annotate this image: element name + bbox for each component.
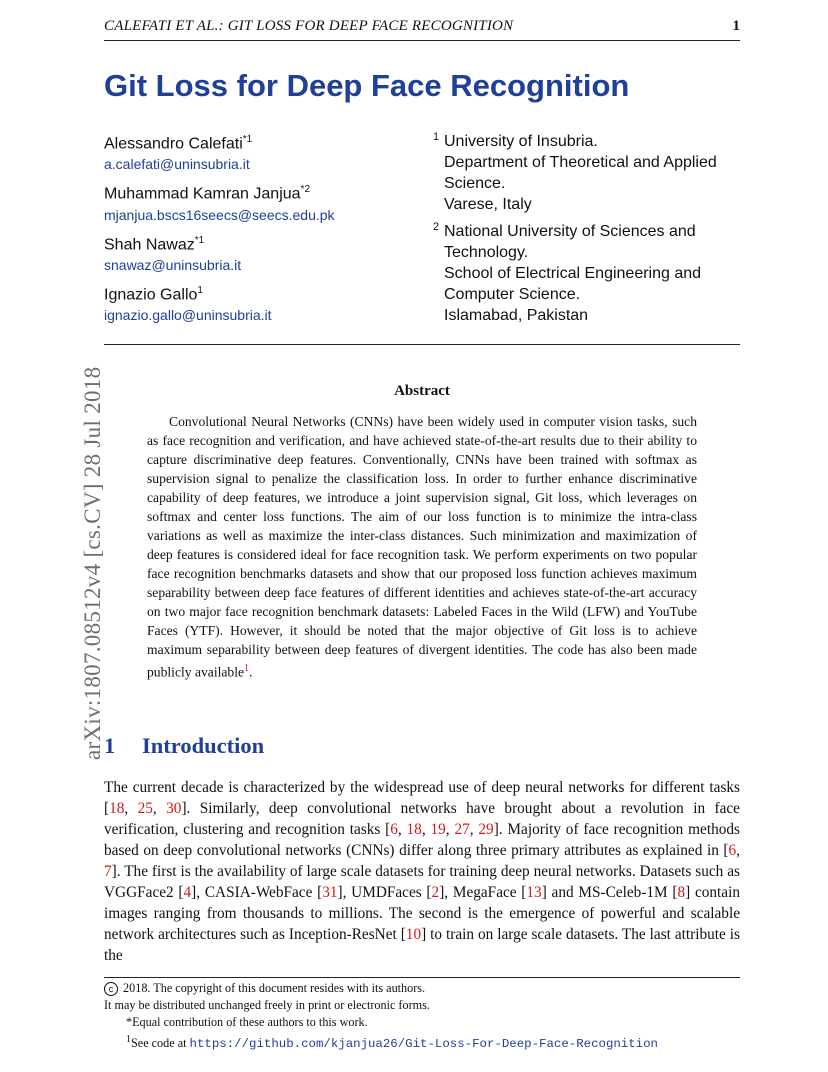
- affiliation-number: 2: [433, 221, 440, 233]
- code-footnote: [104, 1031, 764, 1053]
- citation-link[interactable]: 4: [183, 884, 192, 901]
- paragraph-text: ]. The first is the availability of large scale datasets for training deep neural networks. Datasets such as VGGFace2 [: [104, 863, 740, 901]
- introduction-paragraph: [104, 777, 740, 966]
- affiliation-number: 1: [433, 131, 440, 143]
- author-block: [104, 281, 414, 325]
- affiliation-line: Computer Science.: [444, 286, 581, 303]
- author-block: [104, 130, 414, 174]
- author-affil-mark: *2: [300, 184, 310, 196]
- paragraph-text: ,: [397, 821, 407, 838]
- citation-link[interactable]: 7: [104, 863, 112, 880]
- paragraph-text: ] and MS-Celeb-1M [: [541, 884, 678, 901]
- citation-link[interactable]: 31: [322, 884, 338, 901]
- citation-link[interactable]: 18: [109, 800, 125, 817]
- affiliation-line: Technology.: [444, 244, 529, 261]
- footnote-mark-link[interactable]: 1: [244, 663, 250, 674]
- paragraph-text: ], CASIA-WebFace [: [191, 884, 323, 901]
- author-name: Shah Nawaz: [104, 235, 195, 253]
- code-footnote-mark: 1: [126, 1034, 131, 1045]
- title-divider: [104, 344, 740, 345]
- footnotes: [104, 980, 764, 1053]
- author-affil-mark: *1: [194, 234, 205, 246]
- code-footnote-label: See code at: [131, 1036, 190, 1051]
- author-email-link[interactable]: ignazio.gallo@uninsubria.it: [104, 307, 272, 324]
- author-email-link[interactable]: mjanjua.bscs16seecs@seecs.edu.pk: [104, 206, 335, 223]
- abstract-end: .: [249, 664, 253, 680]
- affiliation-line: Varese, Italy: [444, 196, 532, 213]
- citation-link[interactable]: 2: [431, 884, 440, 901]
- affiliation-line: School of Electrical Engineering and: [444, 265, 702, 282]
- author-name: Muhammad Kamran Janjua: [104, 185, 301, 203]
- affiliation-line: Department of Theoretical and Applied: [444, 154, 717, 171]
- citation-link[interactable]: 19: [430, 821, 446, 838]
- abstract-heading: Abstract: [394, 383, 450, 399]
- paragraph-text: The current decade is characterized by the widespread use of deep neural networks for different tasks [: [104, 779, 740, 817]
- citation-link[interactable]: 13: [526, 884, 542, 901]
- section-number: 1: [104, 733, 116, 758]
- running-header: [104, 16, 740, 41]
- citation-link[interactable]: 29: [478, 821, 494, 838]
- running-title: CALEFATI ET AL.: GIT LOSS FOR DEEP FACE RECOGNITION: [104, 18, 514, 34]
- section-title: Introduction: [142, 733, 265, 758]
- section-heading-introduction: [104, 733, 264, 759]
- code-url-link[interactable]: https://github.com/kjanjua26/Git-Loss-For-Deep-Face-Recognition: [189, 1037, 658, 1052]
- affiliation-list: [433, 131, 753, 332]
- author-affil-mark: *1: [242, 134, 253, 145]
- paragraph-text: ] to train on large scale datasets. The last attribute is the: [104, 926, 740, 964]
- arxiv-stamp: arXiv:1807.08512v4 [cs.CV] 28 Jul 2018: [80, 366, 105, 760]
- paragraph-text: ,: [152, 800, 167, 817]
- author-name: Alessandro Calefati: [104, 135, 243, 153]
- author-name: Ignazio Gallo: [104, 286, 198, 304]
- abstract-text: [147, 412, 697, 682]
- affiliation-line: Islamabad, Pakistan: [444, 307, 589, 324]
- citation-link[interactable]: 25: [137, 800, 153, 817]
- paragraph-text: ,: [736, 842, 740, 859]
- affiliation: [433, 221, 753, 326]
- paragraph-text: ]. Similarly, deep convolutional networks have brought about a revolution in face verification, clustering and recognition tasks [: [104, 800, 740, 838]
- author-email-link[interactable]: a.calefati@uninsubria.it: [104, 156, 250, 173]
- citation-link[interactable]: 27: [454, 821, 470, 838]
- paragraph-text: ] contain images ranging from thousands to millions. The second is the emergence of powerful and scalable network architectures such as Inception-ResNet [: [104, 884, 740, 943]
- citation-link[interactable]: 30: [166, 800, 182, 817]
- affiliation-line: University of Insubria.: [444, 133, 598, 150]
- affiliation: [433, 131, 753, 215]
- affiliation-line: National University of Sciences and: [444, 223, 696, 240]
- paragraph-text: ,: [421, 821, 431, 838]
- author-block: [104, 231, 414, 275]
- paper-title: Git Loss for Deep Face Recognition: [104, 68, 630, 103]
- citation-link[interactable]: 10: [405, 926, 422, 943]
- distribution-line: It may be distributed unchanged freely in print or electronic forms.: [104, 998, 430, 1012]
- author-affil-mark: 1: [197, 284, 203, 296]
- footnote-divider: [104, 977, 740, 978]
- equal-contribution-note: *Equal contribution of these authors to this work.: [126, 1015, 368, 1029]
- copyright-text: 2018. The copyright of this document resides with its authors.: [123, 981, 426, 995]
- copyright-line: [104, 980, 764, 997]
- author-list: [104, 130, 414, 331]
- paragraph-text: ], MegaFace [: [439, 884, 527, 901]
- paragraph-text: ,: [445, 821, 455, 838]
- author-email-link[interactable]: snawaz@uninsubria.it: [104, 256, 242, 273]
- affiliation-line: Science.: [444, 175, 506, 192]
- paragraph-text: ]. Majority of face recognition methods based on deep convolutional networks (CNNs) differ along three primary attributes as explained in [: [104, 821, 740, 859]
- page-number: 1: [732, 18, 740, 34]
- paragraph-text: ], UMDFaces [: [337, 884, 432, 901]
- abstract-body-text: Convolutional Neural Networks (CNNs) have been widely used in computer vision tasks, such as face recognition and verification, and have achieved state-of-the-art results due to their ability to capture discriminative deep features. Conventionally, CNNs have been trained with softmax as supervision signal to penalize the classification loss. In order to further enhance discriminative capability of deep features, we introduce a joint supervision signal, Git loss, which leverages on softmax and center loss functions. The aim of our loss function is to minimize the intra-class variations as well as maximize the inter-class distances. Such minimization and maximization of deep features is considered ideal for face recognition task. We perform experiments on two popular face recognition benchmarks datasets and show that our proposed loss function achieves maximum separability between deep face features of different identities and achieves state-of-the-art accuracy on two major face recognition benchmark datasets: Labeled Faces in the Wild (LFW) and YouTube Faces (YTF). However, it should be noted that the major objective of Git loss is to achieve maximum separability between deep features of divergent identities. The code has also been made publicly available: [147, 414, 697, 680]
- author-block: [104, 180, 414, 224]
- paragraph-text: ,: [469, 821, 479, 838]
- paragraph-text: ,: [124, 800, 138, 817]
- citation-link[interactable]: 8: [677, 884, 686, 901]
- citation-link[interactable]: 6: [728, 842, 737, 859]
- citation-link[interactable]: 18: [406, 821, 422, 838]
- citation-link[interactable]: 6: [390, 821, 398, 838]
- copyright-icon: c: [104, 982, 118, 996]
